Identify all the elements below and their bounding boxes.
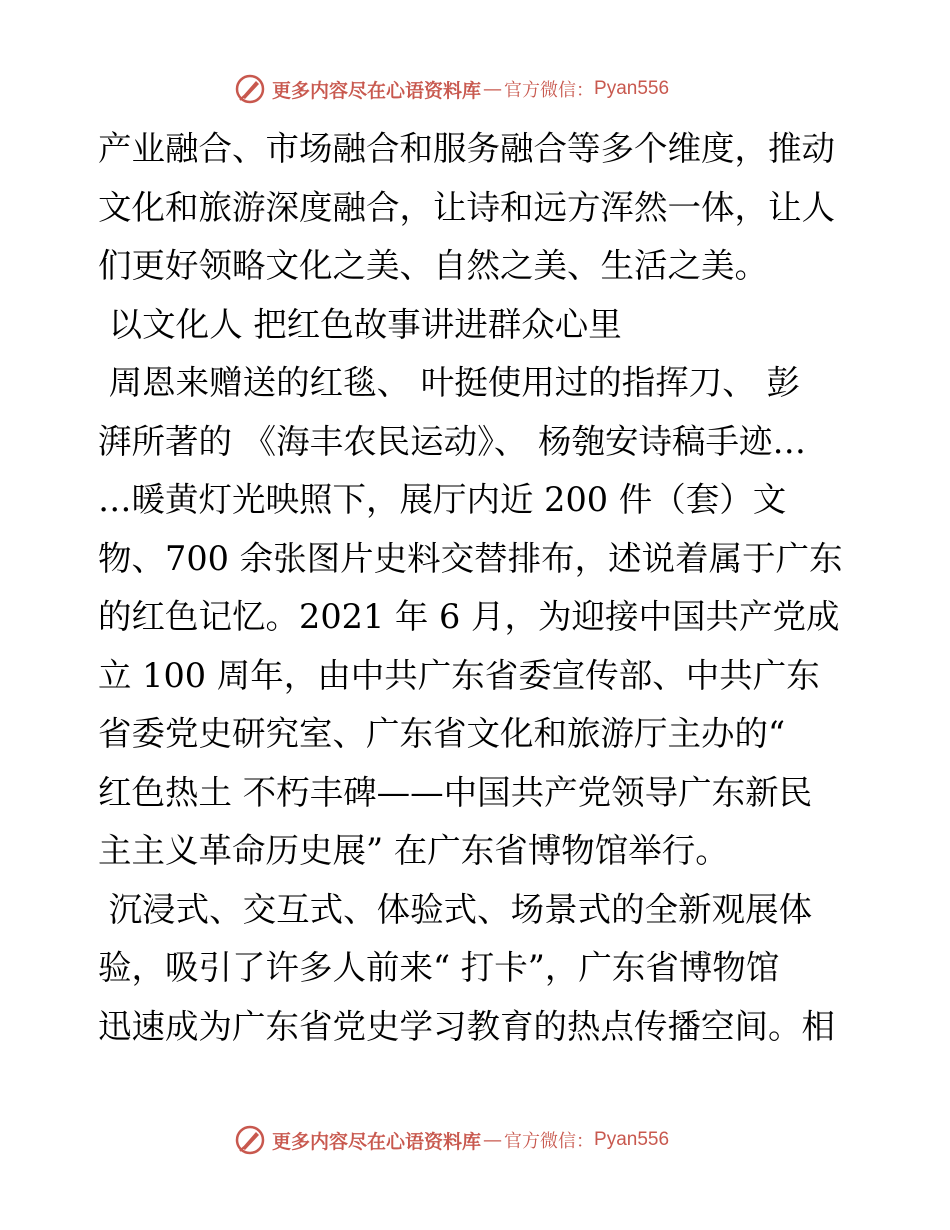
document-body [98, 120, 850, 1056]
text-line: 们更好领略文化之美、自然之美、生活之美。 [98, 246, 768, 285]
text-line: 主主义革命历史展” 在广东省博物馆举行。 [98, 831, 729, 870]
watermark-wechat-id: Pyan556 [594, 78, 670, 99]
quill-pen-circle-icon [234, 1124, 266, 1156]
text-line: 周恩来赠送的红毯、 叶挺使用过的指挥刀、 彭 [98, 363, 800, 402]
watermark-brand-text: 更多内容尽在心语资料库 [272, 1130, 482, 1153]
text-line: …暖黄灯光映照下，展厅内近 200 件（套）文 [98, 480, 787, 519]
watermark-brand-text: 更多内容尽在心语资料库 [272, 79, 482, 102]
text-line: 物、700 余张图片史料交替排布，述说着属于广东 [98, 538, 843, 578]
paragraph [98, 354, 850, 881]
header-watermark [234, 73, 669, 105]
paragraph [98, 120, 850, 296]
text-line: 沉浸式、交互式、体验式、场景式的全新观展体 [98, 889, 813, 929]
text-line: 验，吸引了许多人前来“ 打卡”，广东省博物馆 [98, 948, 780, 987]
footer-watermark [234, 1124, 669, 1156]
watermark-separator: — [483, 1129, 503, 1151]
watermark-label: 官方微信： [504, 80, 595, 101]
quill-pen-circle-icon [234, 73, 266, 105]
watermark-separator: — [483, 78, 503, 100]
watermark-wechat-id: Pyan556 [594, 1129, 670, 1150]
text-line: 湃所著的 《海丰农民运动》、 杨匏安诗稿手迹… [98, 421, 807, 461]
text-line: 红色热土 不朽丰碑——中国共产党领导广东新民 [98, 772, 813, 812]
text-line: 产业融合、市场融合和服务融合等多个维度，推动 [98, 129, 835, 168]
watermark-label: 官方微信： [504, 1131, 595, 1152]
text-line: 立 100 周年，由中共广东省委宣传部、中共广东 [98, 655, 820, 695]
text-line: 以文化人 把红色故事讲进群众心里 [98, 304, 622, 344]
text-line: 文化和旅游深度融合，让诗和远方浑然一体，让人 [98, 187, 835, 227]
section-heading [98, 296, 850, 355]
paragraph [98, 881, 850, 1057]
text-line: 的红色记忆。2021 年 6 月，为迎接中国共产党成 [98, 597, 840, 636]
text-line: 迅速成为广东省党史学习教育的热点传播空间。相 [98, 1006, 835, 1046]
text-line: 省委党史研究室、广东省文化和旅游厅主办的“ [98, 714, 786, 753]
